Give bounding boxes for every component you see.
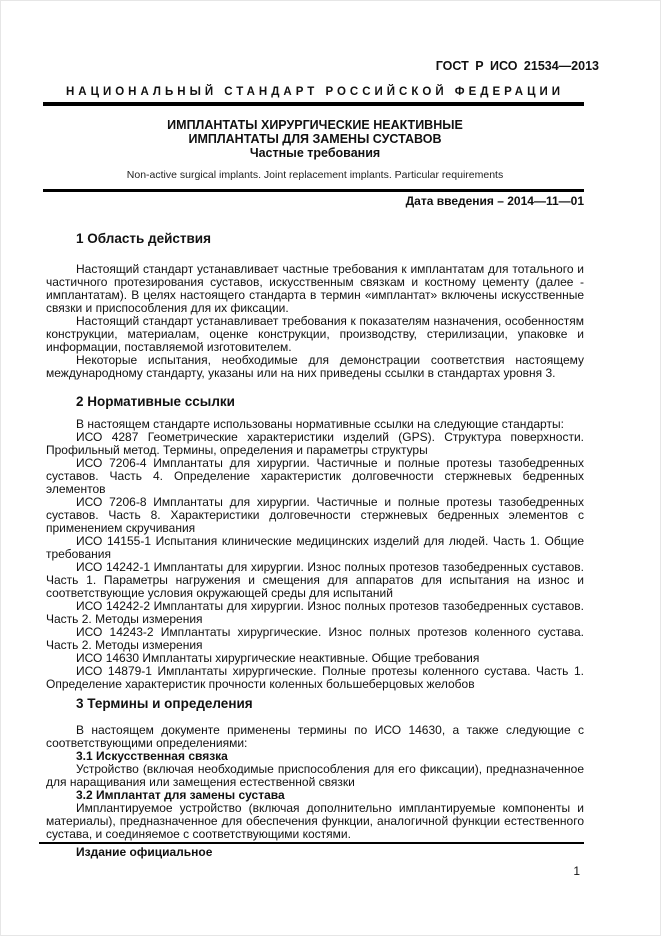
section-1-paragraph: Настоящий стандарт устанавливает требования к показателям назначения, особенностям конструкции, материалам, оценке конструкции, производству, стерилизации, упаковке и информации, поставляемой изготовителем.: [46, 314, 584, 354]
title-line-1: ИМПЛАНТАТЫ ХИРУРГИЧЕСКИЕ НЕАКТИВНЫЕ: [167, 118, 463, 132]
normative-reference: ИСО 14630 Имплантаты хирургические неактивные. Общие требования: [76, 651, 480, 665]
normative-reference: ИСО 14155-1 Испытания клинические медицинских изделий для людей. Часть 1. Общие требования: [46, 534, 584, 561]
date-divider: [43, 189, 584, 192]
term-3-2: 3.2 Имплантат для замены сустава: [76, 788, 285, 802]
term-3-2-definition: Имплантируемое устройство (включая дополнительно имплантируемые компоненты и материалы), предназначенное для обеспечения функции, аналогичной функции естественного сустава, и соединяемое с соответствующими костями.: [46, 801, 584, 841]
section-3-paragraph: В настоящем документе применены термины по ИСО 14630, а также следующие с соответствующими определениями:: [46, 723, 584, 750]
normative-reference: ИСО 14242-2 Имплантаты для хирургии. Износ полных протезов тазобедренных суставов. Часть 2. Методы измерения: [46, 599, 584, 626]
title-line-3: Частные требования: [249, 146, 381, 160]
section-1-paragraph: Некоторые испытания, необходимые для демонстрации соответствия настоящему международному стандарту, указаны или на них приведены ссылки в стандартах уровня 3.: [46, 353, 584, 380]
normative-reference: ИСО 14243-2 Имплантаты хирургические. Износ полных протезов коленного сустава. Часть 2. Методы измерения: [46, 625, 584, 652]
term-3-1: 3.1 Искусственная связка: [76, 749, 228, 763]
document-title: [46, 118, 584, 160]
term-3-1-definition: Устройство (включая необходимые приспособления для его фиксации), предназначенное для наращивания или замещения естественной связки: [46, 762, 584, 789]
normative-reference: ИСО 4287 Геометрические характеристики изделий (GPS). Структура поверхности. Профильный метод. Термины, определения и параметры структуры: [46, 430, 584, 457]
normative-reference: ИСО 14879-1 Имплантаты хирургические. Полные протезы коленного сустава. Часть 1. Определение характеристик прочности коленных большеберцовых желобов: [46, 664, 584, 691]
subtitle-english: Non-active surgical implants. Joint replacement implants. Particular requirements: [126, 169, 504, 181]
footer-divider: [39, 842, 584, 844]
section-2-paragraph: В настоящем стандарте использованы нормативные ссылки на следующие стандарты:: [76, 417, 564, 431]
section-1-paragraph: Настоящий стандарт устанавливает частные требования к имплантатам для тотального и частичного протезирования суставов, искусственным связкам и костному цементу (далее - имплантатам). В целях настоящего стандарта в термин «имплантат» включены искусственные связки и приспособления для их фиксации.: [46, 262, 584, 315]
section-2-heading: 2 Нормативные ссылки: [76, 394, 235, 409]
introduction-date: Дата введения – 2014—11—01: [405, 194, 584, 208]
section-3-heading: 3 Термины и определения: [76, 696, 253, 711]
edition-note: Издание официальное: [76, 845, 213, 859]
doc-code: ГОСТ Р ИСО 21534—2013: [435, 59, 599, 73]
section-1-heading: 1 Область действия: [76, 231, 211, 246]
normative-reference: ИСО 7206-8 Имплантаты для хирургии. Частичные и полные протезы тазобедренных суставов. Часть 8. Характеристики долговечности стержневых бедренных элементов с применением скручивания: [46, 495, 584, 535]
page-content: [46, 59, 599, 878]
header-divider: [43, 102, 584, 106]
page-number: 1: [573, 864, 580, 878]
title-line-2: ИМПЛАНТАТЫ ДЛЯ ЗАМЕНЫ СУСТАВОВ: [188, 132, 442, 146]
standard-type-heading: НАЦИОНАЛЬНЫЙ СТАНДАРТ РОССИЙСКОЙ ФЕДЕРАЦИИ: [65, 86, 565, 98]
normative-reference: ИСО 14242-1 Имплантаты для хирургии. Износ полных протезов тазобедренных суставов. Часть 1. Параметры нагружения и смещения для аппаратов для испытания на износ и соответствующие условия окружающей среды для испытаний: [46, 560, 584, 600]
normative-reference: ИСО 7206-4 Имплантаты для хирургии. Частичные и полные протезы тазобедренных суставов. Часть 4. Определение характеристик долговечности стержневых бедренных элементов: [46, 456, 584, 496]
